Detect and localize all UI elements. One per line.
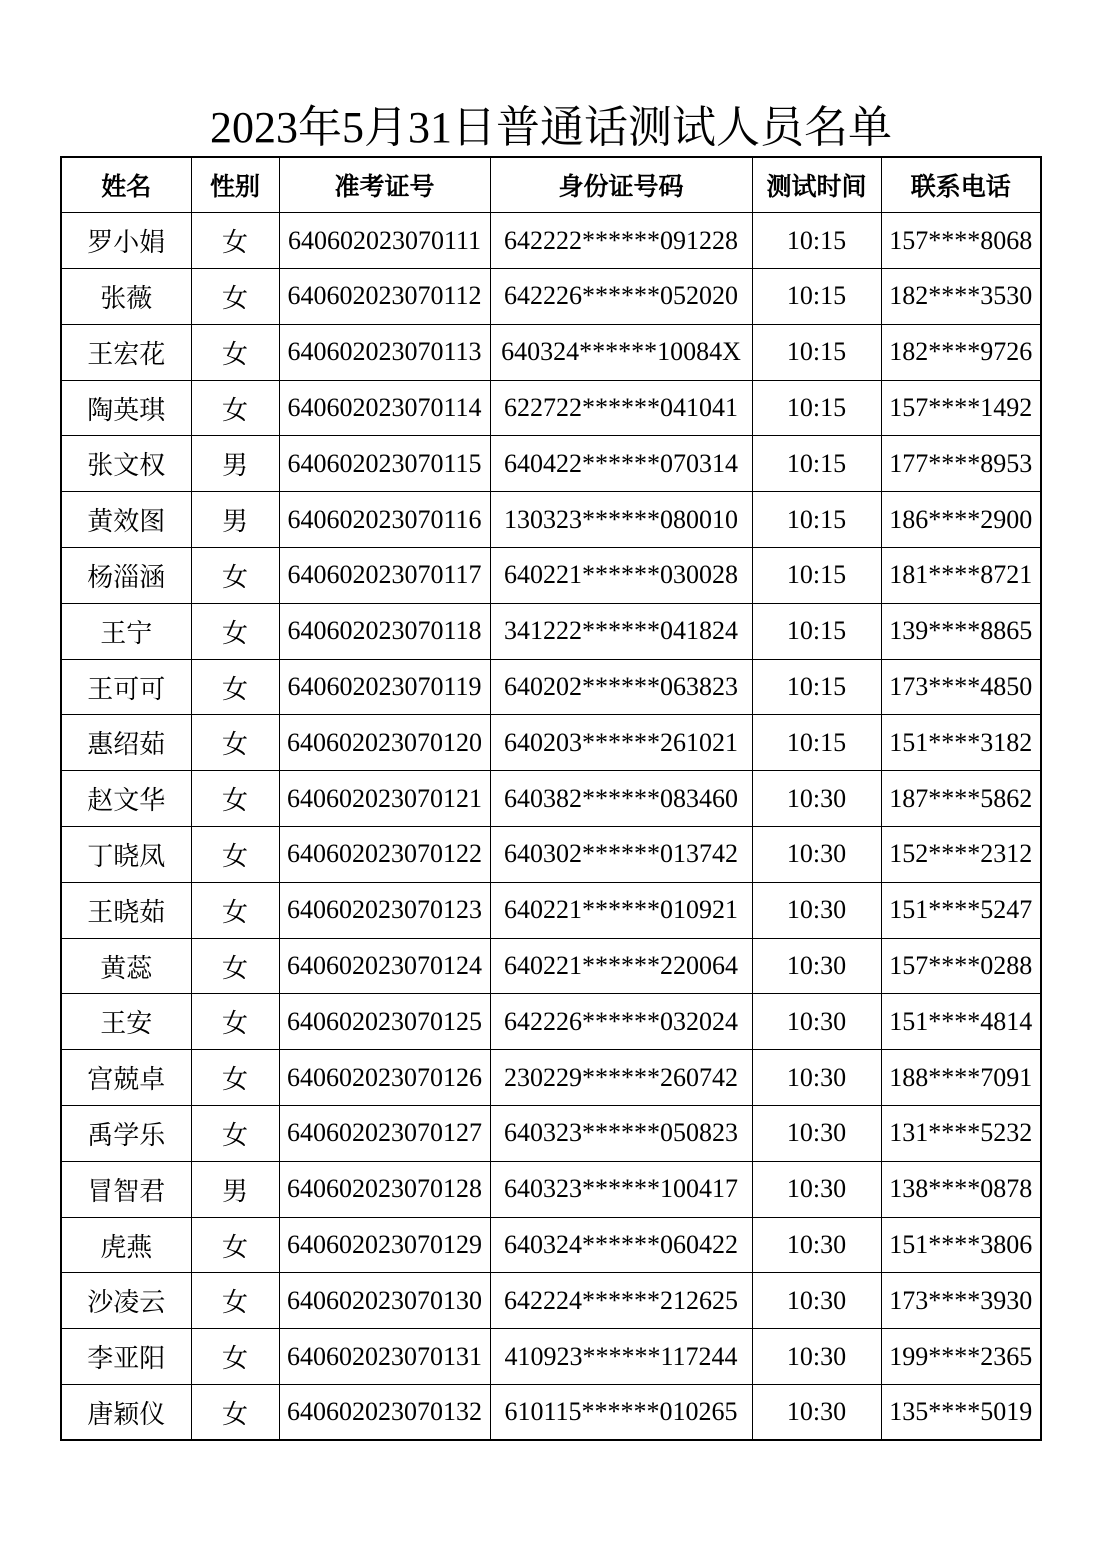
table-row bbox=[61, 324, 1041, 380]
id-number-cell: 640324******060422 bbox=[490, 1217, 752, 1273]
name-cell: 丁晓凤 bbox=[61, 827, 191, 883]
exam-number-cell: 640602023070130 bbox=[279, 1273, 490, 1329]
table-row bbox=[61, 994, 1041, 1050]
gender-cell: 女 bbox=[191, 715, 279, 771]
exam-number-cell: 640602023070128 bbox=[279, 1161, 490, 1217]
header-exam-number: 准考证号 bbox=[279, 157, 490, 213]
name-cell: 宫兢卓 bbox=[61, 1050, 191, 1106]
table-row bbox=[61, 492, 1041, 548]
phone-cell: 181****8721 bbox=[881, 548, 1041, 604]
exam-number-cell: 640602023070123 bbox=[279, 882, 490, 938]
name-cell: 陶英琪 bbox=[61, 380, 191, 436]
id-number-cell: 640382******083460 bbox=[490, 771, 752, 827]
phone-cell: 173****4850 bbox=[881, 659, 1041, 715]
table-row bbox=[61, 548, 1041, 604]
table-row bbox=[61, 603, 1041, 659]
table-row bbox=[61, 1106, 1041, 1162]
name-cell: 赵文华 bbox=[61, 771, 191, 827]
phone-cell: 151****3806 bbox=[881, 1217, 1041, 1273]
test-time-cell: 10:15 bbox=[752, 659, 881, 715]
gender-cell: 女 bbox=[191, 1329, 279, 1385]
phone-cell: 157****0288 bbox=[881, 938, 1041, 994]
exam-number-cell: 640602023070129 bbox=[279, 1217, 490, 1273]
gender-cell: 女 bbox=[191, 771, 279, 827]
gender-cell: 女 bbox=[191, 882, 279, 938]
gender-cell: 女 bbox=[191, 1385, 279, 1441]
header-id-number: 身份证号码 bbox=[490, 157, 752, 213]
table-row bbox=[61, 715, 1041, 771]
test-time-cell: 10:30 bbox=[752, 1329, 881, 1385]
exam-number-cell: 640602023070131 bbox=[279, 1329, 490, 1385]
id-number-cell: 640203******261021 bbox=[490, 715, 752, 771]
gender-cell: 女 bbox=[191, 659, 279, 715]
phone-cell: 139****8865 bbox=[881, 603, 1041, 659]
test-time-cell: 10:15 bbox=[752, 269, 881, 325]
id-number-cell: 642226******032024 bbox=[490, 994, 752, 1050]
table-row bbox=[61, 1161, 1041, 1217]
exam-number-cell: 640602023070111 bbox=[279, 213, 490, 269]
table-header-row bbox=[61, 157, 1041, 213]
name-cell: 冒智君 bbox=[61, 1161, 191, 1217]
id-number-cell: 642226******052020 bbox=[490, 269, 752, 325]
test-time-cell: 10:30 bbox=[752, 994, 881, 1050]
name-cell: 沙凌云 bbox=[61, 1273, 191, 1329]
phone-cell: 157****1492 bbox=[881, 380, 1041, 436]
exam-number-cell: 640602023070126 bbox=[279, 1050, 490, 1106]
test-time-cell: 10:15 bbox=[752, 324, 881, 380]
name-cell: 王宁 bbox=[61, 603, 191, 659]
name-cell: 黄蕊 bbox=[61, 938, 191, 994]
table-row bbox=[61, 659, 1041, 715]
name-cell: 张文权 bbox=[61, 436, 191, 492]
test-time-cell: 10:30 bbox=[752, 1217, 881, 1273]
phone-cell: 157****8068 bbox=[881, 213, 1041, 269]
id-number-cell: 642222******091228 bbox=[490, 213, 752, 269]
gender-cell: 男 bbox=[191, 1161, 279, 1217]
test-time-cell: 10:15 bbox=[752, 492, 881, 548]
test-time-cell: 10:30 bbox=[752, 1106, 881, 1162]
exam-number-cell: 640602023070132 bbox=[279, 1385, 490, 1441]
exam-number-cell: 640602023070124 bbox=[279, 938, 490, 994]
roster-table bbox=[60, 156, 1042, 1441]
table-row bbox=[61, 827, 1041, 883]
gender-cell: 女 bbox=[191, 548, 279, 604]
phone-cell: 199****2365 bbox=[881, 1329, 1041, 1385]
table-row bbox=[61, 882, 1041, 938]
name-cell: 唐颖仪 bbox=[61, 1385, 191, 1441]
name-cell: 黄效图 bbox=[61, 492, 191, 548]
test-time-cell: 10:15 bbox=[752, 715, 881, 771]
table-row bbox=[61, 1050, 1041, 1106]
test-time-cell: 10:30 bbox=[752, 882, 881, 938]
exam-number-cell: 640602023070116 bbox=[279, 492, 490, 548]
id-number-cell: 410923******117244 bbox=[490, 1329, 752, 1385]
exam-number-cell: 640602023070112 bbox=[279, 269, 490, 325]
test-time-cell: 10:15 bbox=[752, 436, 881, 492]
exam-number-cell: 640602023070118 bbox=[279, 603, 490, 659]
gender-cell: 女 bbox=[191, 1106, 279, 1162]
header-test-time: 测试时间 bbox=[752, 157, 881, 213]
phone-cell: 152****2312 bbox=[881, 827, 1041, 883]
phone-cell: 177****8953 bbox=[881, 436, 1041, 492]
test-time-cell: 10:15 bbox=[752, 548, 881, 604]
name-cell: 禹学乐 bbox=[61, 1106, 191, 1162]
id-number-cell: 642224******212625 bbox=[490, 1273, 752, 1329]
id-number-cell: 230229******260742 bbox=[490, 1050, 752, 1106]
exam-number-cell: 640602023070117 bbox=[279, 548, 490, 604]
name-cell: 杨淄涵 bbox=[61, 548, 191, 604]
gender-cell: 女 bbox=[191, 994, 279, 1050]
test-time-cell: 10:30 bbox=[752, 827, 881, 883]
gender-cell: 女 bbox=[191, 324, 279, 380]
table-row bbox=[61, 1217, 1041, 1273]
phone-cell: 182****9726 bbox=[881, 324, 1041, 380]
exam-number-cell: 640602023070119 bbox=[279, 659, 490, 715]
table-row bbox=[61, 771, 1041, 827]
exam-number-cell: 640602023070121 bbox=[279, 771, 490, 827]
name-cell: 王晓茹 bbox=[61, 882, 191, 938]
test-time-cell: 10:30 bbox=[752, 771, 881, 827]
table-row bbox=[61, 213, 1041, 269]
id-number-cell: 640221******220064 bbox=[490, 938, 752, 994]
phone-cell: 131****5232 bbox=[881, 1106, 1041, 1162]
exam-number-cell: 640602023070114 bbox=[279, 380, 490, 436]
phone-cell: 151****3182 bbox=[881, 715, 1041, 771]
page-title: 2023年5月31日普通话测试人员名单 bbox=[210, 103, 892, 152]
name-cell: 惠绍茹 bbox=[61, 715, 191, 771]
table-row bbox=[61, 1385, 1041, 1441]
phone-cell: 135****5019 bbox=[881, 1385, 1041, 1441]
id-number-cell: 622722******041041 bbox=[490, 380, 752, 436]
test-time-cell: 10:30 bbox=[752, 1050, 881, 1106]
exam-number-cell: 640602023070113 bbox=[279, 324, 490, 380]
test-time-cell: 10:15 bbox=[752, 603, 881, 659]
test-time-cell: 10:30 bbox=[752, 1161, 881, 1217]
id-number-cell: 610115******010265 bbox=[490, 1385, 752, 1441]
phone-cell: 151****4814 bbox=[881, 994, 1041, 1050]
phone-cell: 188****7091 bbox=[881, 1050, 1041, 1106]
phone-cell: 187****5862 bbox=[881, 771, 1041, 827]
test-time-cell: 10:15 bbox=[752, 380, 881, 436]
gender-cell: 女 bbox=[191, 1217, 279, 1273]
gender-cell: 男 bbox=[191, 436, 279, 492]
name-cell: 罗小娟 bbox=[61, 213, 191, 269]
id-number-cell: 640422******070314 bbox=[490, 436, 752, 492]
gender-cell: 女 bbox=[191, 269, 279, 325]
exam-number-cell: 640602023070125 bbox=[279, 994, 490, 1050]
table-row bbox=[61, 436, 1041, 492]
id-number-cell: 341222******041824 bbox=[490, 603, 752, 659]
header-phone: 联系电话 bbox=[881, 157, 1041, 213]
id-number-cell: 640323******100417 bbox=[490, 1161, 752, 1217]
table-row bbox=[61, 1273, 1041, 1329]
name-cell: 王可可 bbox=[61, 659, 191, 715]
id-number-cell: 640324******10084X bbox=[490, 324, 752, 380]
id-number-cell: 640323******050823 bbox=[490, 1106, 752, 1162]
name-cell: 张薇 bbox=[61, 269, 191, 325]
gender-cell: 女 bbox=[191, 1273, 279, 1329]
name-cell: 虎燕 bbox=[61, 1217, 191, 1273]
test-time-cell: 10:15 bbox=[752, 213, 881, 269]
gender-cell: 男 bbox=[191, 492, 279, 548]
gender-cell: 女 bbox=[191, 213, 279, 269]
header-gender: 性别 bbox=[191, 157, 279, 213]
id-number-cell: 130323******080010 bbox=[490, 492, 752, 548]
id-number-cell: 640302******013742 bbox=[490, 827, 752, 883]
exam-number-cell: 640602023070122 bbox=[279, 827, 490, 883]
gender-cell: 女 bbox=[191, 938, 279, 994]
id-number-cell: 640221******010921 bbox=[490, 882, 752, 938]
table-row bbox=[61, 380, 1041, 436]
exam-number-cell: 640602023070120 bbox=[279, 715, 490, 771]
phone-cell: 182****3530 bbox=[881, 269, 1041, 325]
table-row bbox=[61, 1329, 1041, 1385]
id-number-cell: 640202******063823 bbox=[490, 659, 752, 715]
gender-cell: 女 bbox=[191, 1050, 279, 1106]
table-row bbox=[61, 269, 1041, 325]
name-cell: 王安 bbox=[61, 994, 191, 1050]
table-row bbox=[61, 938, 1041, 994]
phone-cell: 151****5247 bbox=[881, 882, 1041, 938]
name-cell: 王宏花 bbox=[61, 324, 191, 380]
phone-cell: 138****0878 bbox=[881, 1161, 1041, 1217]
phone-cell: 173****3930 bbox=[881, 1273, 1041, 1329]
name-cell: 李亚阳 bbox=[61, 1329, 191, 1385]
test-time-cell: 10:30 bbox=[752, 1385, 881, 1441]
exam-number-cell: 640602023070115 bbox=[279, 436, 490, 492]
header-name: 姓名 bbox=[61, 157, 191, 213]
phone-cell: 186****2900 bbox=[881, 492, 1041, 548]
test-time-cell: 10:30 bbox=[752, 1273, 881, 1329]
gender-cell: 女 bbox=[191, 603, 279, 659]
test-time-cell: 10:30 bbox=[752, 938, 881, 994]
id-number-cell: 640221******030028 bbox=[490, 548, 752, 604]
gender-cell: 女 bbox=[191, 827, 279, 883]
gender-cell: 女 bbox=[191, 380, 279, 436]
exam-number-cell: 640602023070127 bbox=[279, 1106, 490, 1162]
